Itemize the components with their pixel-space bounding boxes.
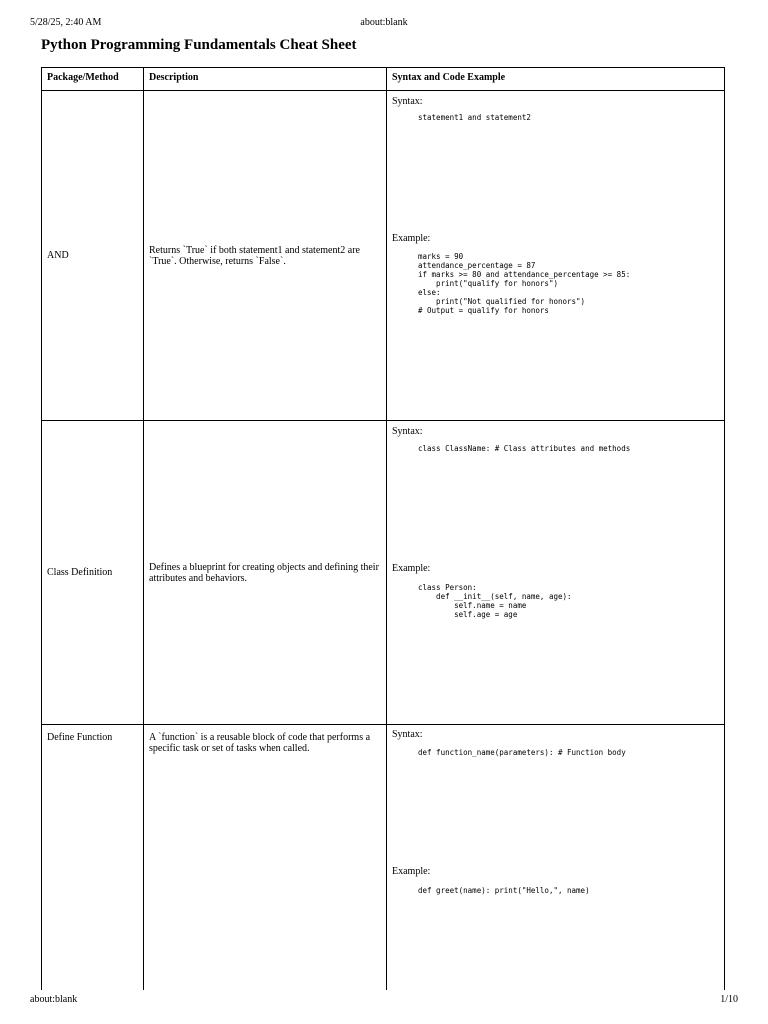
row-method: Define Function bbox=[42, 725, 144, 990]
header-datetime: 5/28/25, 2:40 AM bbox=[30, 17, 102, 28]
row-description-cell bbox=[144, 91, 387, 420]
row-description: Defines a blueprint for creating objects and defining their attributes and behaviors. bbox=[149, 561, 379, 584]
table-row bbox=[42, 725, 724, 990]
row-description: A `function` is a reusable block of code that performs a specific task or set of tasks when called. bbox=[144, 725, 387, 990]
cheat-sheet-table bbox=[41, 67, 725, 990]
row-syntax-example-cell bbox=[387, 421, 724, 724]
row-method: AND bbox=[42, 91, 144, 420]
syntax-label: Syntax: bbox=[392, 426, 423, 437]
syntax-label: Syntax: bbox=[392, 729, 423, 740]
row-syntax-example-cell bbox=[387, 91, 724, 420]
example-label: Example: bbox=[392, 233, 431, 244]
example-label: Example: bbox=[392, 866, 431, 877]
footer-url: about:blank bbox=[30, 994, 78, 1005]
example-code: marks = 90 attendance_percentage = 87 if marks >= 80 and attendance_percentage >= 85: print("qualify for honors") else: print("Not qualified for honors") # Output = qualify for honors bbox=[418, 252, 631, 315]
page-title: Python Programming Fundamentals Cheat Sheet bbox=[41, 37, 357, 53]
row-description: Returns `True` if both statement1 and statement2 are `True`. Otherwise, returns `False`. bbox=[149, 244, 360, 267]
column-header-description: Description bbox=[144, 68, 387, 90]
row-method: Class Definition bbox=[42, 421, 144, 724]
column-header-syntax-example: Syntax and Code Example bbox=[392, 72, 506, 83]
example-code: class Person: def __init__(self, name, age): self.name = name self.age = age bbox=[418, 583, 572, 619]
table-row bbox=[42, 91, 724, 421]
example-label: Example: bbox=[392, 563, 431, 574]
syntax-label: Syntax: bbox=[392, 96, 423, 107]
example-code: def greet(name): print("Hello,", name) bbox=[418, 886, 590, 895]
column-header-package-method: Package/Method bbox=[42, 68, 144, 90]
syntax-code: class ClassName: # Class attributes and methods bbox=[418, 444, 631, 453]
table-header-row bbox=[42, 68, 724, 91]
syntax-code: def function_name(parameters): # Function body bbox=[418, 748, 626, 757]
header-url: about:blank bbox=[360, 17, 408, 28]
row-syntax-example-cell bbox=[387, 725, 724, 990]
table-row bbox=[42, 421, 724, 725]
syntax-code: statement1 and statement2 bbox=[418, 113, 531, 122]
row-description-cell bbox=[144, 421, 387, 724]
page-number: 1/10 bbox=[720, 994, 738, 1005]
